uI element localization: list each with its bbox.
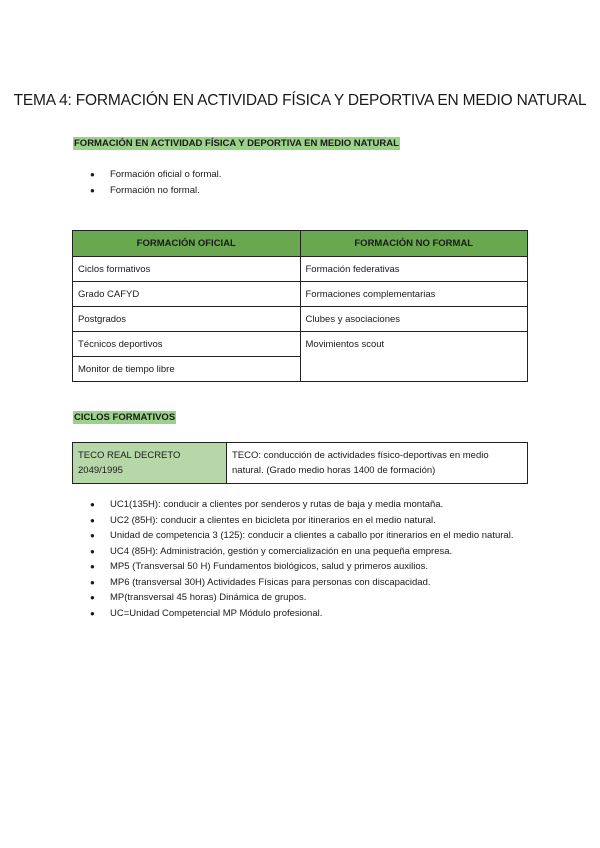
bullet-icon: ● [90, 546, 95, 556]
table-cell: Ciclos formativos [73, 257, 301, 282]
list-item: ● UC4 (85H): Administración, gestión y comercialización en una pequeña empresa. [73, 544, 528, 560]
teco-description-cell: TECO: conducción de actividades físico-deportivas en medio natural. (Grado medio horas 1400 de formación) [227, 443, 528, 484]
section-heading-ciclos: CICLOS FORMATIVOS [74, 412, 176, 423]
table-cell: Monitor de tiempo libre [73, 357, 301, 382]
table-row [73, 332, 528, 357]
list-item: ● Formación oficial o formal. [73, 167, 221, 183]
page-title: TEMA 4: FORMACIÓN EN ACTIVIDAD FÍSICA Y DEPORTIVA EN MEDIO NATURAL [13, 92, 587, 109]
table-cell: Movimientos scout [300, 332, 528, 382]
formacion-type-list [73, 167, 221, 198]
unidades-list [73, 497, 528, 621]
bullet-icon: ● [90, 185, 95, 195]
bullet-icon: ● [90, 500, 95, 509]
column-header-no-formal: FORMACIÓN NO FORMAL [300, 231, 528, 257]
table-row [73, 307, 528, 332]
teco-decree-cell: TECO REAL DECRETO 2049/1995 [73, 443, 227, 484]
list-item: ● MP(transversal 45 horas) Dinámica de grupos. [73, 590, 528, 606]
list-item: ● UC=Unidad Competencial MP Módulo profesional. [73, 606, 528, 622]
table-row [73, 282, 528, 307]
formacion-table [72, 230, 528, 382]
table-cell: Clubes y asociaciones [300, 307, 528, 332]
list-item: ● UC1(135H): conducir a clientes por senderos y rutas de baja y media montaña. [73, 497, 528, 513]
bullet-icon: ● [90, 562, 95, 571]
table-cell: Técnicos deportivos [73, 332, 301, 357]
teco-table [72, 442, 528, 484]
bullet-icon: ● [90, 577, 95, 587]
bullet-icon: ● [90, 515, 95, 525]
table-cell: Formaciones complementarias [300, 282, 528, 307]
bullet-icon: ● [90, 531, 95, 540]
bullet-icon: ● [90, 608, 95, 618]
table-cell: Postgrados [73, 307, 301, 332]
list-item: ● MP5 (Transversal 50 H) Fundamentos biológicos, salud y primeros auxilios. [73, 559, 528, 575]
table-cell: Grado CAFYD [73, 282, 301, 307]
table-header-row [73, 231, 528, 257]
list-item: ● MP6 (transversal 30H) Actividades Físicas para personas con discapacidad. [73, 575, 528, 591]
section-heading-formacion: FORMACIÓN EN ACTIVIDAD FÍSICA Y DEPORTIVA EN MEDIO NATURAL [74, 138, 399, 149]
table-cell: Formación federativas [300, 257, 528, 282]
bullet-icon: ● [90, 170, 95, 179]
list-item: ● UC2 (85H): conducir a clientes en bicicleta por itinerarios en el medio natural. [73, 513, 528, 529]
list-item: ● Unidad de competencia 3 (125): conducir a clientes a caballo por itinerarios en el medio natural. [73, 528, 528, 544]
table-row [73, 443, 528, 484]
bullet-icon: ● [90, 593, 95, 602]
table-row [73, 257, 528, 282]
column-header-oficial: FORMACIÓN OFICIAL [73, 231, 301, 257]
list-item: ● Formación no formal. [73, 183, 221, 199]
